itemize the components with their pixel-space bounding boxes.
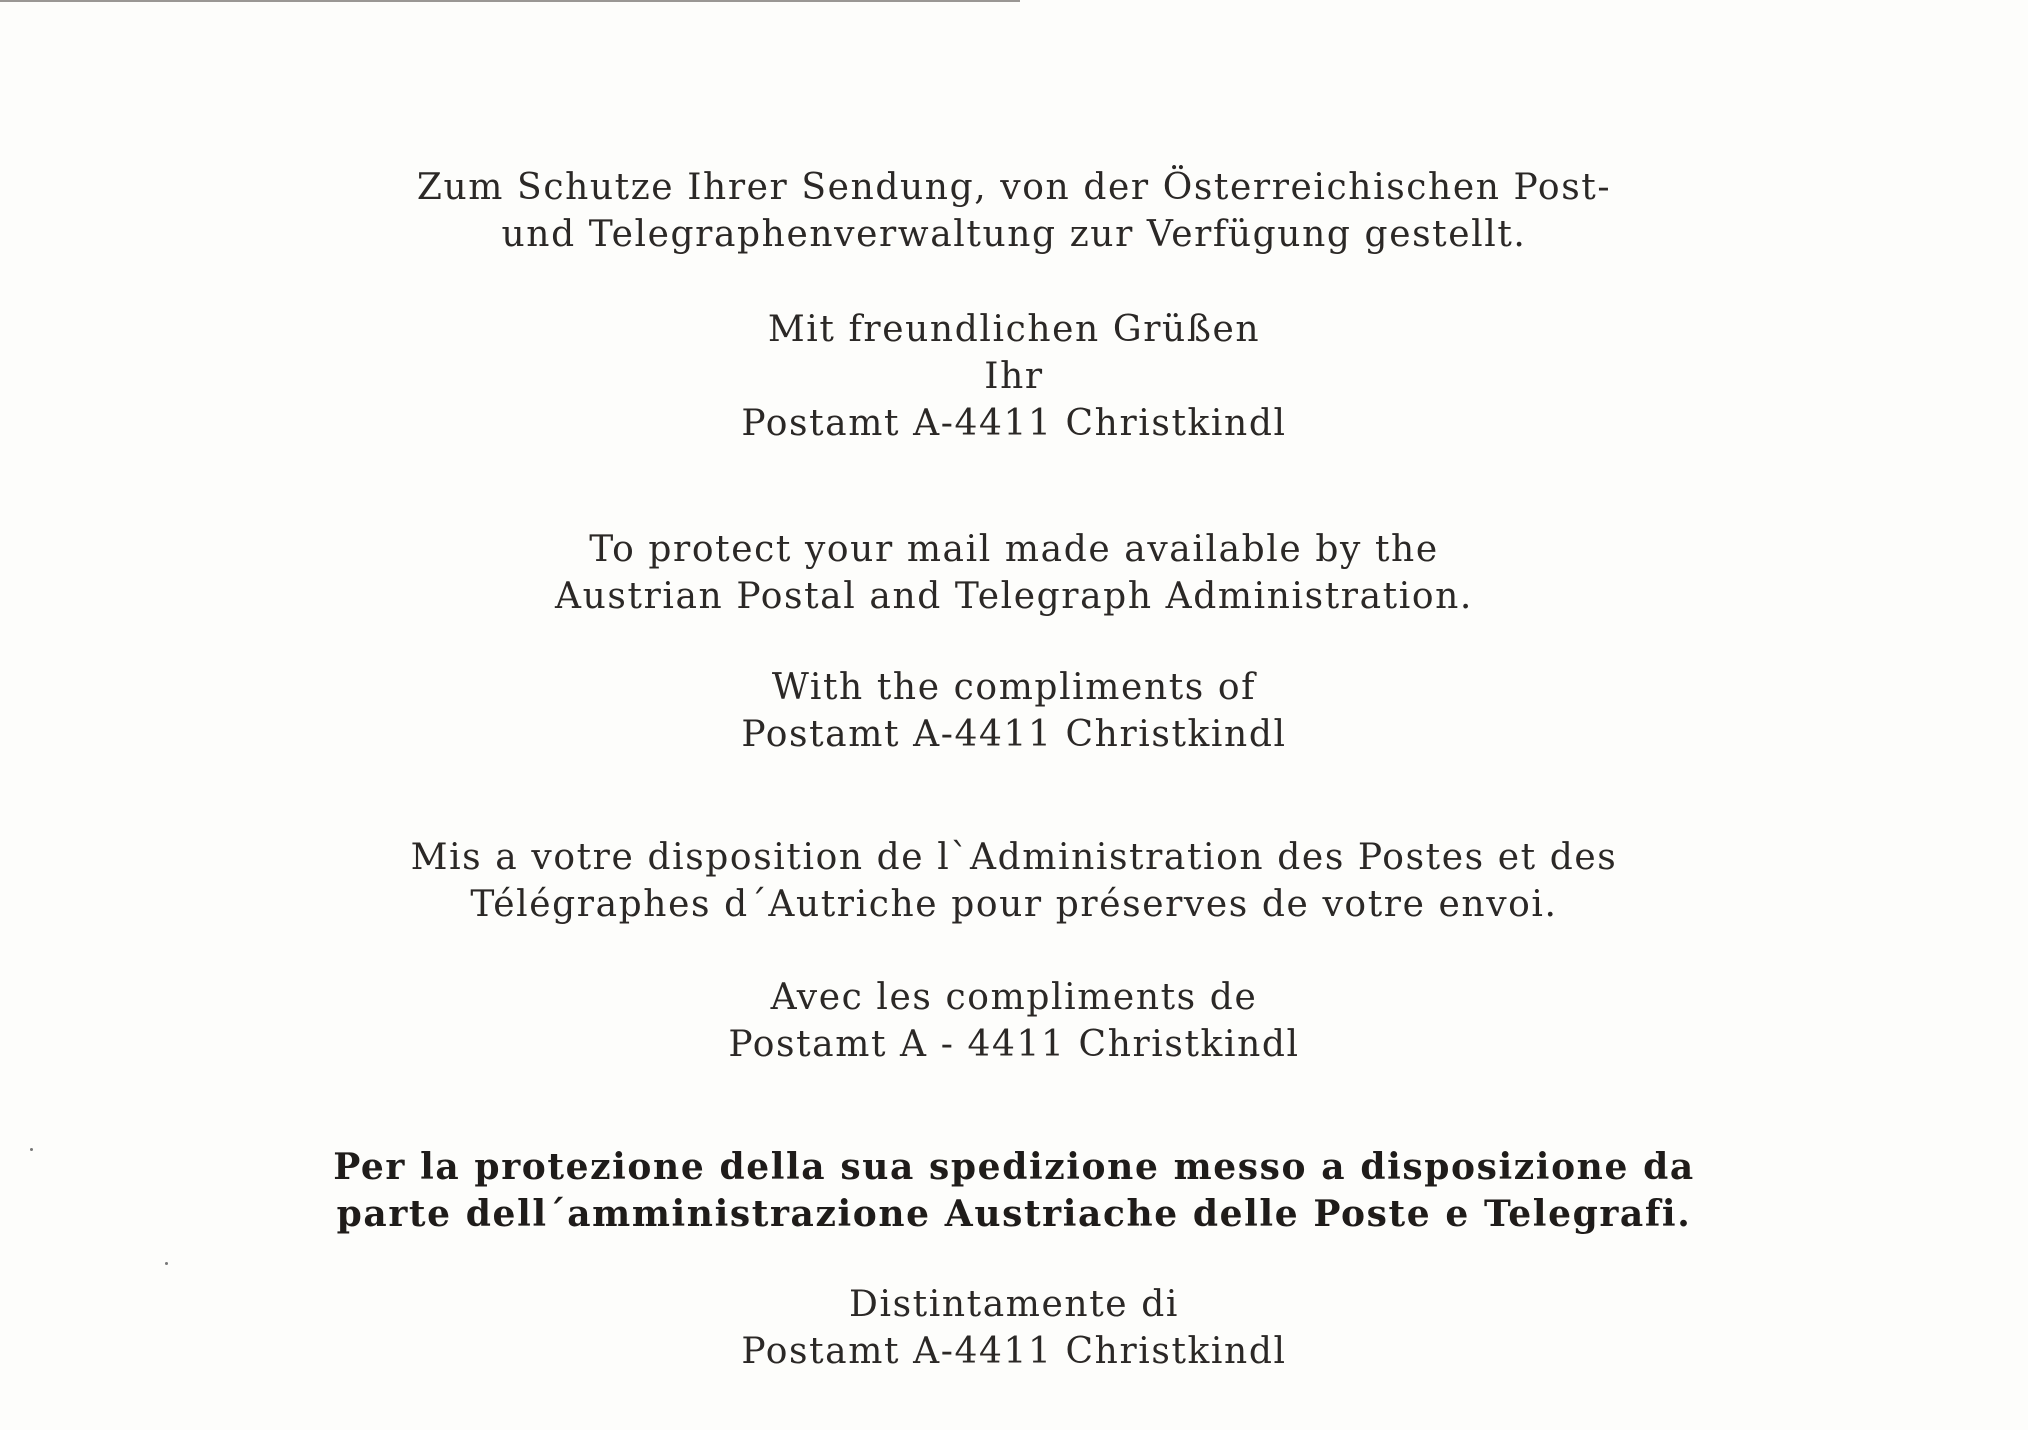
german-notice-line-1: Zum Schutze Ihrer Sendung, von der Österreichischen Post- (416, 167, 1612, 208)
italian-sender: Postamt A-4411 Christkindl (741, 1331, 1287, 1372)
german-notice-line-2: und Telegraphenverwaltung zur Verfügung gestellt. (501, 214, 1527, 255)
french-notice (0, 834, 2028, 928)
english-greeting: With the compliments of (771, 667, 1257, 708)
italian-notice (0, 1144, 2028, 1238)
french-notice-line-1: Mis a votre disposition de l`Administration des Postes et des (410, 837, 1618, 878)
french-closing (0, 974, 2028, 1068)
italian-greeting: Distintamente di (849, 1284, 1179, 1325)
english-notice (0, 526, 2028, 620)
italian-notice-line-2: parte dell´amministrazione Austriache delle Poste e Telegrafi. (336, 1193, 1692, 1235)
german-notice (0, 164, 2028, 258)
english-sender: Postamt A-4411 Christkindl (741, 714, 1287, 755)
english-closing (0, 664, 2028, 758)
german-greeting: Mit freundlichen Grüßen (767, 309, 1261, 350)
page-top-edge (0, 0, 1020, 2)
german-closing (0, 306, 2028, 447)
italian-closing (0, 1281, 2028, 1375)
french-greeting: Avec les compliments de (770, 977, 1258, 1018)
french-sender: Postamt A - 4411 Christkindl (728, 1024, 1300, 1065)
english-notice-line-1: To protect your mail made available by the (589, 529, 1439, 570)
german-sender: Postamt A-4411 Christkindl (741, 403, 1287, 444)
german-yours: Ihr (984, 356, 1044, 397)
english-notice-line-2: Austrian Postal and Telegraph Administration. (555, 576, 1473, 617)
italian-notice-line-1: Per la protezione della sua spedizione messo a disposizione da (333, 1146, 1695, 1188)
french-notice-line-2: Télégraphes d´Autriche pour préserves de votre envoi. (470, 884, 1558, 925)
paper-speck (165, 1262, 168, 1265)
